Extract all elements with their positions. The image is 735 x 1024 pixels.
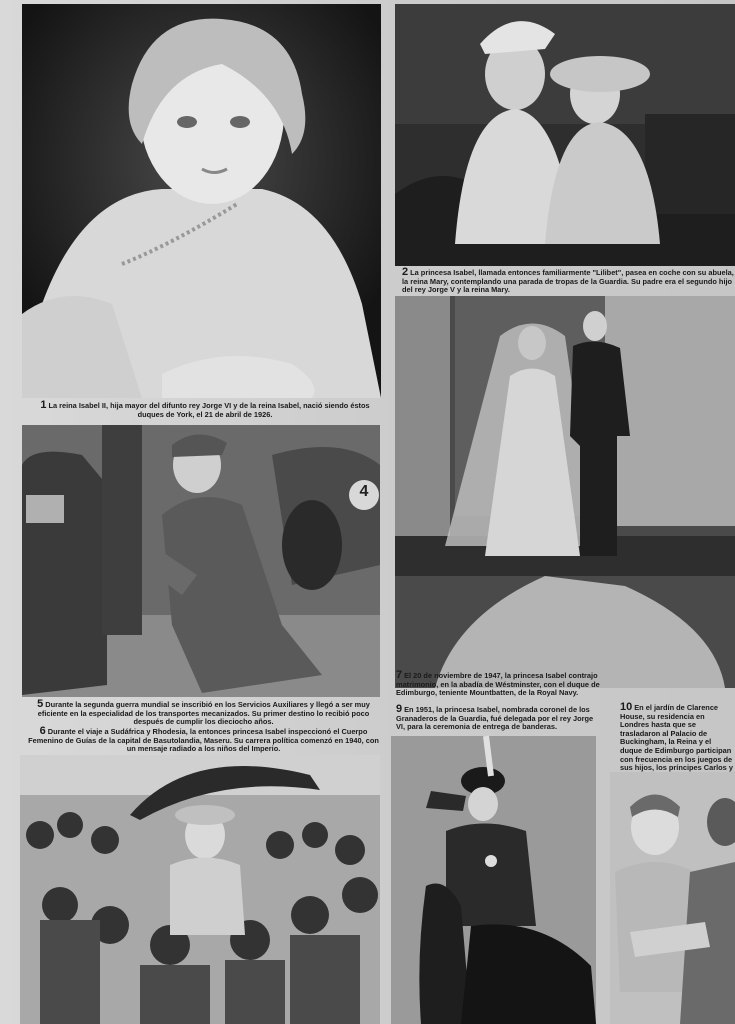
caption-text: Durante el viaje a Sudáfrica y Rhodesia, la entonces princesa Isabel inspeccionó el Cuerpo Femenino de Guías de la capital de Basutolandia, Maseru. Su carrera política comenzó en 1940, con un mensaje radiado a los niños del Imperio. (28, 727, 379, 754)
garden-family-image (610, 772, 735, 1024)
photo-war-service (22, 425, 380, 697)
photo-garden-family (610, 772, 735, 1024)
caption-text: El 20 de noviembre de 1947, la princesa Isabel contrajo matrimonio, en la abadía de Wéstminster, con el duque de Edimburgo, teniente Mountbatten, de la Royal Navy. (396, 671, 600, 698)
caption-number: 5 (37, 698, 44, 710)
horseback-image (391, 736, 596, 1024)
baby-portrait-image (22, 4, 381, 398)
caption-6 (26, 727, 381, 753)
caption-1 (40, 401, 370, 421)
car-number-label: 4 (359, 483, 369, 500)
carriage-image (395, 4, 735, 266)
caption-text: La princesa Isabel, llamada entonces familiarmente "Lilibet", pasea en coche con su abuela, la reina Mary, contemplando una parada de tropas de la Guardia. Su padre era el segundo hijo del rey Jorge V y la reina Mary. (402, 268, 734, 295)
caption-text: La reina Isabel II, hija mayor del difunto rey Jorge VI y de la reina Isabel, nació siendo éstos duques de York, el 21 de abril de 1926. (48, 401, 370, 419)
caption-text: En el jardín de Clarence House, su residencia en Londres hasta que se trasladaron al Palacio de Buckingham, la Reina y el duque de Edimburgo participan con frecuencia en los juegos de sus hijos, los príncipes Carlos y (620, 703, 733, 773)
caption-number: 9 (396, 703, 403, 715)
caption-2 (402, 268, 735, 296)
crowd-image (20, 755, 380, 1024)
caption-5 (26, 700, 381, 726)
caption-7 (396, 671, 601, 705)
caption-text: Durante la segunda guerra mundial se inscribió en los Servicios Auxiliares y llegó a ser muy eficiente en la especialidad de los transportes mecanizados. Su primer destino lo recibió poco después de cumplir los dieciocho años. (37, 700, 370, 727)
caption-number: 7 (396, 669, 403, 681)
photo-crowd-maseru (20, 755, 380, 1024)
wedding-image (395, 296, 735, 688)
photo-horseback-ceremony (391, 736, 596, 1024)
caption-10 (620, 701, 735, 773)
caption-number: 10 (620, 701, 633, 713)
photo-carriage (395, 4, 735, 266)
photo-wedding (395, 296, 735, 688)
caption-number: 1 (40, 399, 47, 411)
caption-text: En 1951, la princesa Isabel, nombrada coronel de los Granaderos de la Guardia, fué delegada por el rey Jorge VI, para la ceremonia de entrega de banderas. (396, 705, 594, 732)
war-service-image (22, 425, 380, 697)
caption-9 (396, 705, 601, 735)
caption-number: 6 (39, 725, 46, 737)
caption-number: 2 (402, 266, 409, 278)
photo-baby-portrait (22, 4, 381, 398)
